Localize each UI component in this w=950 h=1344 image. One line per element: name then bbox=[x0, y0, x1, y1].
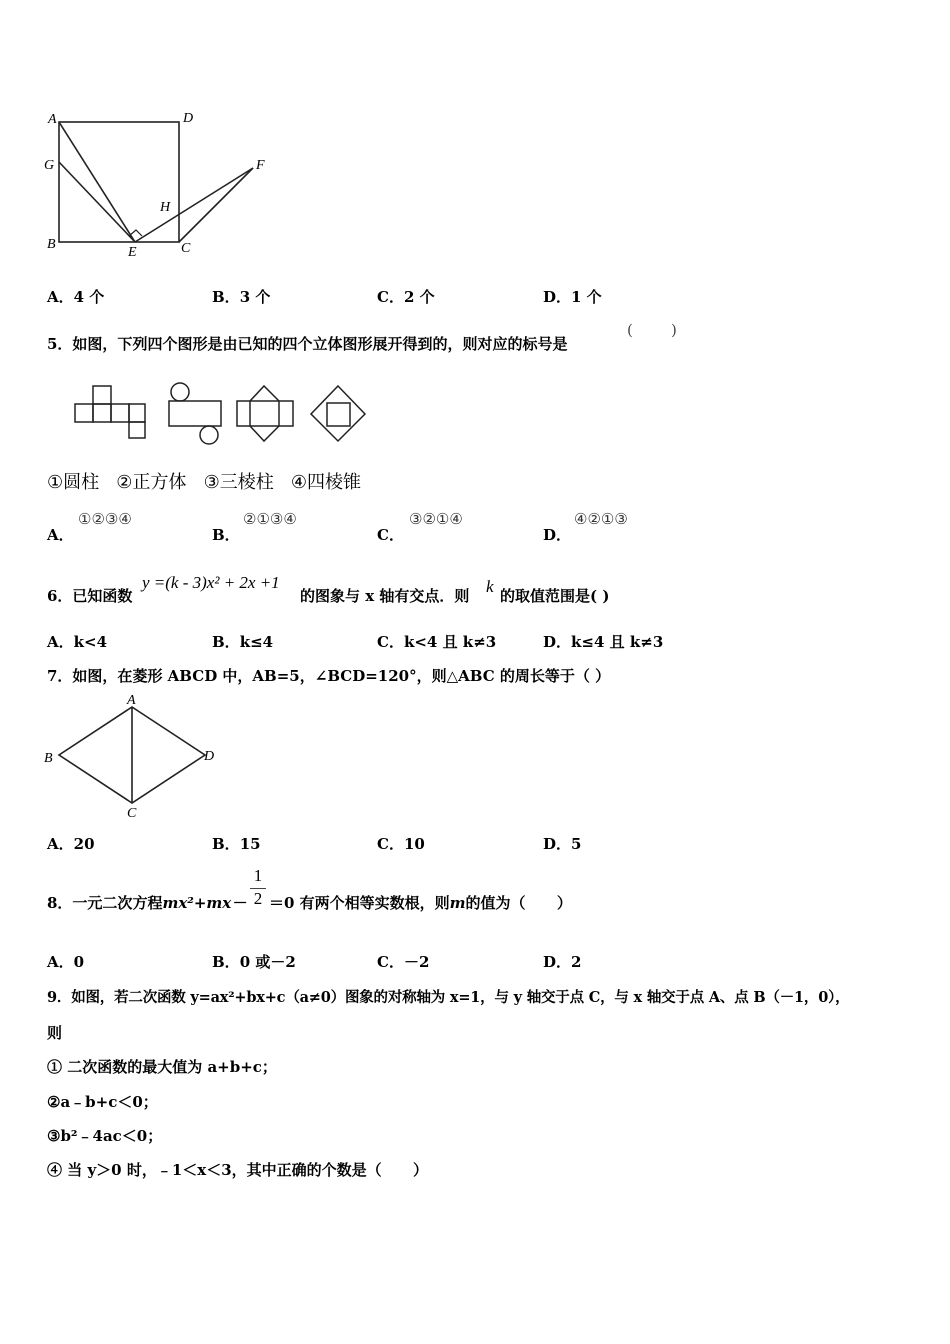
q4-option-a[interactable]: A．4 个 bbox=[47, 288, 105, 306]
right-angle-mark bbox=[129, 230, 142, 236]
q9-stem-line2: 则 bbox=[47, 1024, 63, 1042]
q4-option-b[interactable]: B．3 个 bbox=[212, 288, 271, 306]
label-C: C bbox=[127, 806, 137, 821]
square-figure bbox=[40, 105, 280, 265]
q8-option-c[interactable]: C．－2 bbox=[377, 953, 430, 971]
q5-option-c-text: ③②①④ bbox=[409, 510, 463, 528]
q7-option-b[interactable]: B．15 bbox=[212, 835, 261, 853]
segment-ae bbox=[59, 122, 135, 242]
q9-item-1: ① 二次函数的最大值为 a+b+c； bbox=[47, 1058, 277, 1076]
q8-fraction-numerator: 1 bbox=[253, 866, 263, 885]
nets-figure bbox=[70, 378, 380, 450]
q6-suffix: 的取值范围是( ) bbox=[500, 587, 610, 605]
q6-var-k: k bbox=[486, 577, 494, 596]
label-G: G bbox=[44, 158, 55, 173]
segment-ef bbox=[135, 168, 253, 242]
q4-option-c[interactable]: C．2 个 bbox=[377, 288, 435, 306]
label-D: D bbox=[204, 749, 215, 764]
q8-fraction bbox=[250, 866, 266, 909]
q8-option-b[interactable]: B．0 或－2 bbox=[212, 953, 296, 971]
q7-option-c[interactable]: C．10 bbox=[377, 835, 425, 853]
q6-formula: y =(k - 3)x² + 2x +1 bbox=[142, 573, 280, 592]
label-H: H bbox=[160, 200, 171, 215]
q8-suffix: ＝0 有两个相等实数根，则m的值为（ ） bbox=[269, 894, 572, 912]
q5-option-d-text: ④②①③ bbox=[574, 510, 628, 528]
rhombus-figure bbox=[40, 692, 230, 822]
q6-option-a[interactable]: A．k<4 bbox=[47, 633, 108, 651]
segment-cf bbox=[179, 168, 253, 242]
q8-stem: 8．一元二次方程mx²+mx－ bbox=[47, 894, 247, 912]
label-A: A bbox=[127, 693, 136, 708]
label-F: F bbox=[256, 158, 265, 173]
q8-option-d[interactable]: D．2 bbox=[543, 953, 582, 971]
q5-answer-paren: ( ) bbox=[627, 321, 677, 339]
q8-fraction-denominator: 2 bbox=[250, 888, 266, 909]
q6-option-b[interactable]: B．k≤4 bbox=[212, 633, 274, 651]
label-B: B bbox=[44, 751, 53, 766]
q7-option-d[interactable]: D．5 bbox=[543, 835, 582, 853]
q9-stem-line1: 9．如图，若二次函数 y=ax²+bx+c（a≠0）图象的对称轴为 x=1，与 y 轴交于点 C，与 x 轴交于点 A、点 B（－1，0）， bbox=[47, 989, 850, 1006]
q5-option-b[interactable]: B． bbox=[212, 526, 240, 544]
q9-item-3: ③b²﹣4ac＜0； bbox=[47, 1127, 163, 1145]
cylinder-net bbox=[169, 383, 221, 444]
q8-option-a[interactable]: A．0 bbox=[47, 953, 85, 971]
q6-option-d[interactable]: D．k≤4 且 k≠3 bbox=[543, 633, 664, 651]
q9-item-4: ④ 当 y＞0 时，﹣1＜x＜3，其中正确的个数是（ ） bbox=[47, 1161, 428, 1179]
q5-option-c[interactable]: C． bbox=[377, 526, 404, 544]
triangular-prism-net bbox=[237, 386, 293, 441]
q7-option-a[interactable]: A．20 bbox=[47, 835, 95, 853]
q5-option-a-text: ①②③④ bbox=[78, 510, 132, 528]
label-C: C bbox=[181, 241, 191, 256]
square-pyramid-net bbox=[311, 386, 365, 441]
q4-option-d[interactable]: D．1 个 bbox=[543, 288, 602, 306]
label-A: A bbox=[48, 112, 57, 127]
segment-ge bbox=[59, 162, 135, 242]
label-D: D bbox=[183, 111, 194, 126]
label-E: E bbox=[128, 245, 137, 260]
q9-item-2: ②a﹣b+c＜0； bbox=[47, 1093, 158, 1111]
q5-shape-list: ①圆柱 ②正方体 ③三棱柱 ④四棱锥 bbox=[47, 472, 362, 493]
q5-option-a[interactable]: A． bbox=[47, 526, 74, 544]
q6-option-c[interactable]: C．k<4 且 k≠3 bbox=[377, 633, 497, 651]
q7-stem: 7．如图，在菱形 ABCD 中，AB=5，∠BCD=120°，则△ABC 的周长等于（ ） bbox=[47, 667, 611, 685]
q6-middle: 的图象与 x 轴有交点．则 bbox=[300, 587, 470, 605]
cube-net bbox=[75, 386, 145, 438]
q5-option-d[interactable]: D． bbox=[543, 526, 572, 544]
q8-expression: mx²+mx－ bbox=[162, 894, 247, 912]
q5-option-b-text: ②①③④ bbox=[243, 510, 297, 528]
q5-stem: 5．如图，下列四个图形是由已知的四个立体图形展开得到的，则对应的标号是 bbox=[47, 335, 568, 353]
q6-prefix: 6．已知函数 bbox=[47, 587, 133, 605]
label-B: B bbox=[47, 237, 56, 252]
